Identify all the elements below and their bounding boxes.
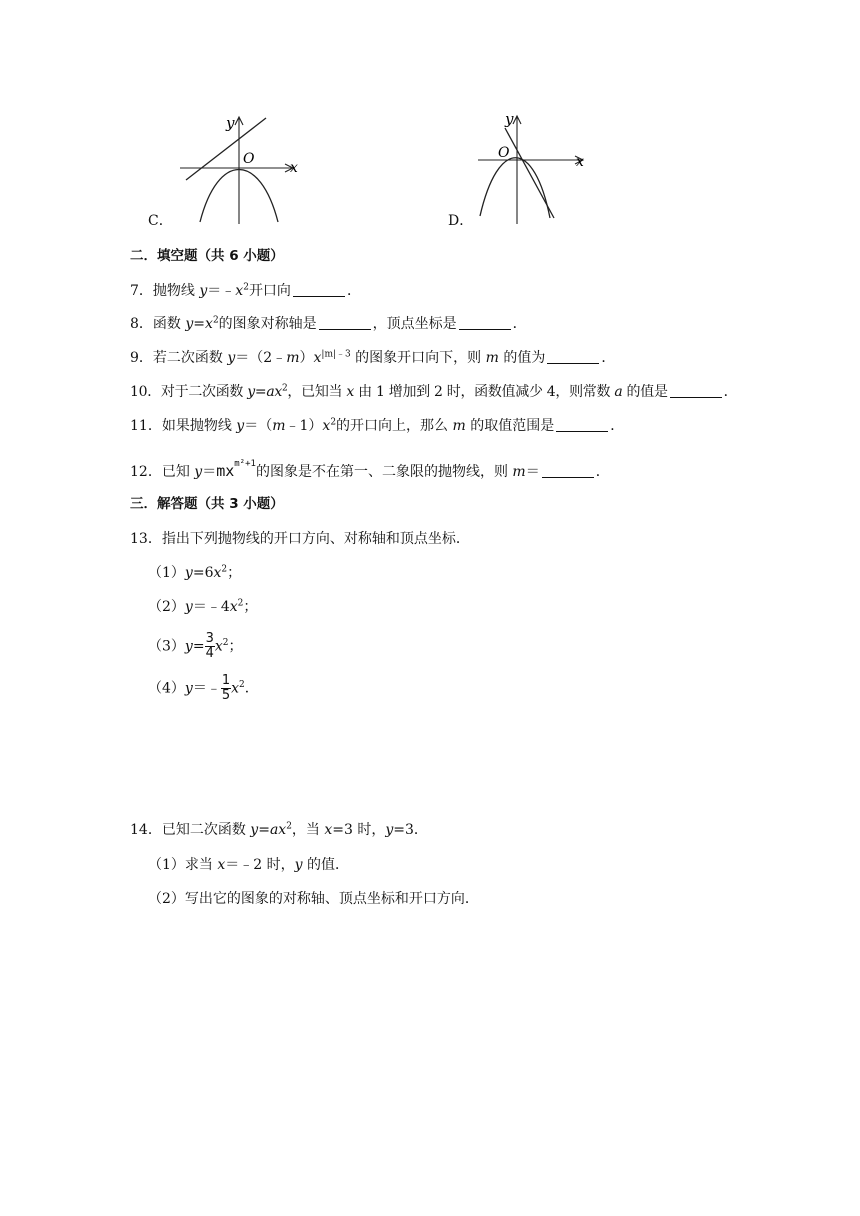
x-axis-label: x <box>290 160 298 176</box>
question-14-part-1: （1）求当 x＝﹣2 时，y 的值． <box>148 857 350 873</box>
y-axis-label: y <box>226 114 235 132</box>
answer-blank[interactable] <box>670 383 722 398</box>
question-8: 8．函数 $y=x^2$的图象对称轴是 ，顶点坐标是 ． <box>130 315 527 332</box>
answer-blank[interactable] <box>293 282 345 297</box>
fraction: $\frac{1}{5}$ <box>221 673 231 703</box>
figure-c-graph <box>170 112 305 228</box>
question-13-part-3: （3）y= $\frac{3}{4}$ $x^2$； <box>148 631 243 661</box>
option-d-label: D． <box>448 213 474 229</box>
answer-blank[interactable] <box>319 315 371 330</box>
question-9: 9．若二次函数 $y=(2﹣m)x^{|m|﹣3}$ 的图象开口向下，则 m 的值为 ． <box>130 349 616 366</box>
section-2-title: 二．填空题（共 6 小题） <box>130 248 284 264</box>
question-13-part-1: $(1)y=6x^2$； <box>148 564 242 581</box>
fraction: $\frac{3}{4}$ <box>205 631 214 661</box>
origin-label: O <box>243 151 255 167</box>
question-10: 10．对于二次函数 $y=ax^2$，已知当 x 由 1 增加到 2 时，函数值减少 4，则常数 a 的值是 ． <box>130 383 738 400</box>
question-12: 12．已知 $y=mx^{m^2+1}$的图象是不在第一、二象限的抛物线，则 m＝ ． <box>130 459 610 480</box>
y-axis-label: y <box>505 110 514 128</box>
x-axis-label: x <box>576 154 584 170</box>
answer-blank[interactable] <box>459 315 511 330</box>
question-13-stem: 13．指出下列抛物线的开口方向、对称轴和顶点坐标． <box>130 531 470 547</box>
question-11: 11．如果抛物线 $y=(m﹣1)x^2$的开口向上，那么 m 的取值范围是 ． <box>130 417 625 434</box>
option-c-label: C． <box>148 213 173 229</box>
answer-blank[interactable] <box>542 463 594 478</box>
question-14-stem: 14．已知二次函数 $y=ax^2$，当 x=3 时，y=3． <box>130 821 428 838</box>
question-13-part-4: （4）y＝﹣ $\frac{1}{5}$ $x^2$． <box>148 673 259 703</box>
question-14-part-2: （2）写出它的图象的对称轴、顶点坐标和开口方向． <box>148 891 479 907</box>
section-3-title: 三．解答题（共 3 小题） <box>130 496 284 512</box>
question-7: 7．抛物线 $y=﹣x^2$开口向 ． <box>130 282 361 299</box>
parabola <box>480 158 550 218</box>
origin-label: O <box>498 145 510 161</box>
answer-blank[interactable] <box>556 417 608 432</box>
answer-blank[interactable] <box>547 349 599 364</box>
figure-d-graph <box>472 108 592 226</box>
question-13-part-2: $(2)y=﹣4x^2$； <box>148 598 258 615</box>
